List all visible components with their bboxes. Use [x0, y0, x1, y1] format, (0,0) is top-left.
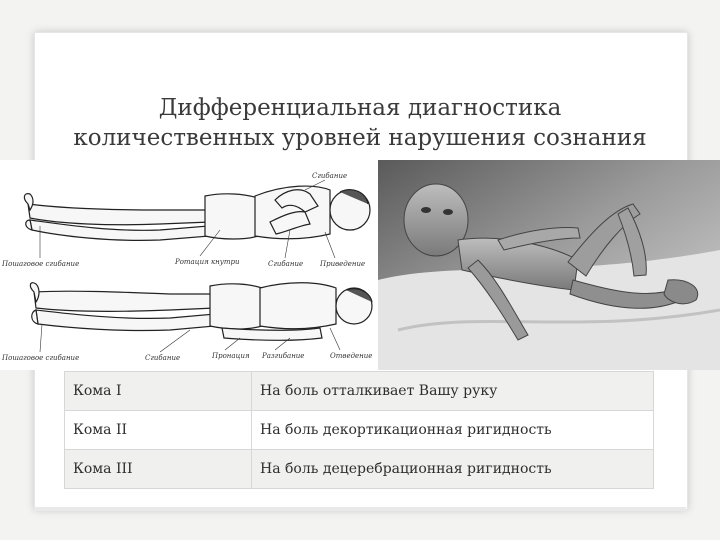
label-bottom-flexion: Сгибание [145, 354, 181, 362]
table-row [65, 411, 654, 450]
coma-level-cell: Кома III [65, 450, 252, 489]
label-top-adduction: Приведение [320, 260, 366, 268]
title-line-2: количественных уровней нарушения сознания [73, 125, 647, 151]
coma-level-cell: Кома II [65, 411, 252, 450]
figure-decorticate [24, 186, 370, 240]
label-bottom-abduction: Отведение [330, 352, 373, 360]
coma-description-cell: На боль децеребрационная ригидность [252, 450, 654, 489]
label-bottom-extension: Разгибание [262, 352, 305, 360]
label-top-flexion-1: Сгибание [312, 172, 348, 180]
label-top-rotation: Ротация кнутри [175, 258, 240, 266]
title-line-1: Дифференциальная диагностика [158, 95, 562, 121]
figure-decerebrate [30, 283, 372, 341]
coma-level-cell: Кома I [65, 372, 252, 411]
table-row [65, 372, 654, 411]
coma-levels-table [64, 371, 654, 489]
label-top-stepwise: Пошаговое сгибание [2, 260, 80, 268]
slide-bottom-shadow [34, 507, 686, 511]
label-top-flexion-2: Сгибание [268, 260, 304, 268]
slide-title [60, 93, 660, 153]
coma-description-cell: На боль декортикационная ригидность [252, 411, 654, 450]
posture-illustration [0, 160, 378, 370]
label-bottom-stepwise: Пошаговое сгибание [2, 354, 80, 362]
coma-description-cell: На боль отталкивает Вашу руку [252, 372, 654, 411]
label-bottom-pronation: Пронация [212, 352, 250, 360]
table-row [65, 450, 654, 489]
patient-photo [378, 160, 720, 370]
